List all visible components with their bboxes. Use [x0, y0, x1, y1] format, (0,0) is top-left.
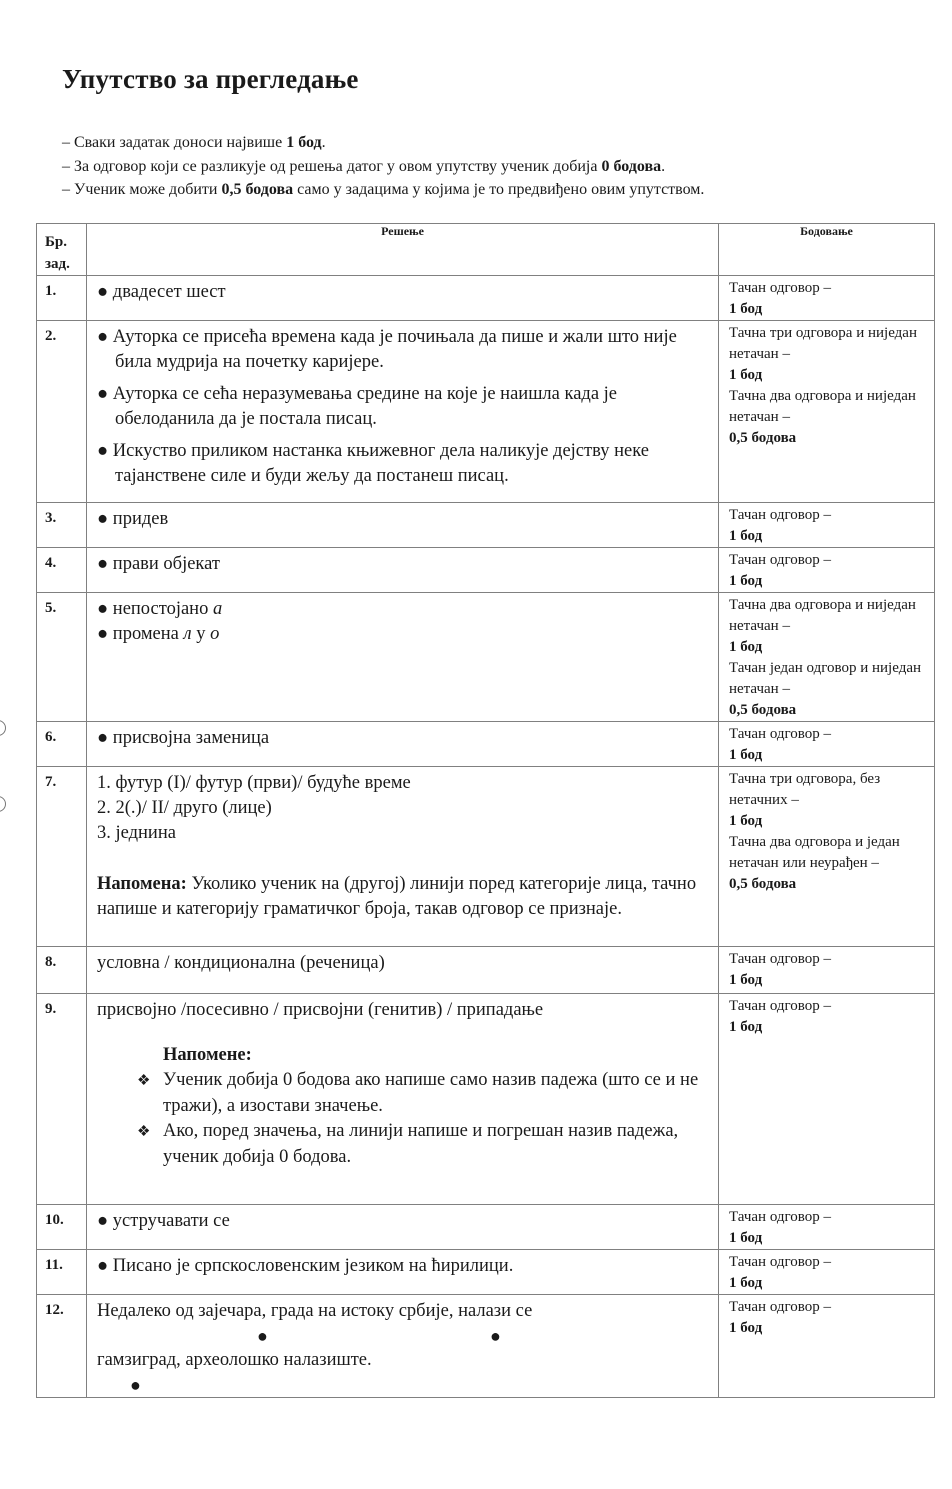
solution-text: 2. 2(.)/ II/ друго (лице): [97, 798, 272, 818]
solution-text: 1. футур (I)/ футур (први)/ будуће време: [97, 773, 411, 793]
rule-item: – Сваки задатак доноси највише 1 бод.: [62, 134, 326, 151]
header-points: Бодовање: [719, 224, 935, 276]
points-cell: [719, 548, 935, 593]
points-cell: [719, 503, 935, 548]
points-text: Тачан одговор –: [729, 1299, 832, 1315]
solution-text: присвојно /посесивно / присвојни (генитив) / припадање: [97, 1000, 544, 1020]
points-cell: [719, 947, 935, 994]
points-value: 1 бод: [729, 1320, 763, 1336]
table-row: [37, 548, 935, 593]
points-value: 1 бод: [729, 367, 763, 383]
diamond-bullet-icon: ❖: [137, 1124, 151, 1140]
solution-cell: [87, 1295, 719, 1398]
points-text: Тачан одговор –: [729, 552, 832, 568]
error-dot-icon: ●: [257, 1326, 268, 1346]
table-row: [37, 722, 935, 767]
diamond-bullet-icon: ❖: [137, 1073, 151, 1089]
solution-text: ● присвојна заменица: [97, 728, 270, 748]
points-value: 1 бод: [729, 972, 763, 988]
points-cell: [719, 276, 935, 321]
table-row: [37, 276, 935, 321]
task-number: 9.: [37, 994, 87, 1205]
points-cell: [719, 321, 935, 503]
points-cell: [719, 994, 935, 1205]
scoring-rules: [62, 131, 704, 202]
points-text: Тачан одговор –: [729, 1209, 832, 1225]
page-title: Упутство за прегледање: [62, 64, 359, 94]
solution-cell: [87, 722, 719, 767]
solution-text: ● придев: [97, 509, 169, 529]
table-row: [37, 503, 935, 548]
points-value: 1 бод: [729, 813, 763, 829]
points-value: 0,5 бодова: [729, 702, 797, 718]
table-row: [37, 1250, 935, 1295]
note-item: ❖ Ако, поред значења, на линији напише и погрешан назив падежа, ученик добија 0 бодова.: [137, 1121, 679, 1167]
error-dot-icon: ●: [130, 1375, 141, 1395]
points-cell: [719, 593, 935, 722]
header-solution: Решење: [87, 224, 719, 276]
points-cell: [719, 1295, 935, 1398]
header-task-number: Бр. зад.: [37, 224, 87, 276]
task-number: 10.: [37, 1205, 87, 1250]
solution-text: 3. једнина: [97, 823, 176, 843]
solution-text: ● Ауторка се присећа времена када је почињала да пише и жали што није била мудрија на почетку каријере.: [97, 327, 677, 372]
table-row: [37, 947, 935, 994]
rule-item: – Ученик може добити 0,5 бодова само у задацима у којима је то предвиђено овим упутством.: [62, 181, 705, 198]
points-value: 0,5 бодова: [729, 430, 797, 446]
rule-item: – За одговор који се разликује од решења датог у овом упутству ученик добија 0 бодова.: [62, 157, 666, 175]
solution-cell: [87, 1250, 719, 1295]
points-value: 1 бод: [729, 573, 763, 589]
table-header-row: [37, 224, 935, 276]
task-number: 1.: [37, 276, 87, 321]
note-text: Напомена: Уколико ученик на (другој) линији поред категорије лица, тачно напише и категорију граматичког броја, такав одговор се признаје.: [97, 874, 697, 919]
points-text: Тачан одговор –: [729, 951, 832, 967]
solution-text: гамзиград, археолошко налазиште.: [97, 1350, 372, 1370]
task-number: 5.: [37, 593, 87, 722]
solution-text: ● Ауторка се сећа неразумевања средине на које је наишла када је обелоданила да је постала писац.: [97, 384, 618, 429]
solution-cell: [87, 767, 719, 947]
points-value: 0,5 бодова: [729, 876, 797, 892]
solution-text: ● непостојано а: [97, 599, 223, 619]
table-row: [37, 593, 935, 722]
margin-punch-hole: [0, 720, 6, 736]
error-dot-icon: ●: [490, 1326, 501, 1346]
points-value: 1 бод: [729, 747, 763, 763]
margin-punch-hole: [0, 796, 6, 812]
points-value: 1 бод: [729, 1019, 763, 1035]
solution-text: ● устручавати се: [97, 1211, 230, 1231]
error-markers: [97, 1324, 710, 1348]
table-row: [37, 1205, 935, 1250]
solution-cell: [87, 994, 719, 1205]
points-cell: [719, 1205, 935, 1250]
points-cell: [719, 1250, 935, 1295]
task-number: 12.: [37, 1295, 87, 1398]
table-row: [37, 767, 935, 947]
task-number: 2.: [37, 321, 87, 503]
points-text: Тачна три одговора и ниједан нетачан –: [729, 325, 917, 362]
table-row: [37, 321, 935, 503]
table-row: [37, 1295, 935, 1398]
solution-cell: [87, 321, 719, 503]
points-value: 1 бод: [729, 301, 763, 317]
solution-text: ● Искуство приликом настанка књижевног дела наликује дејству неке тајанствене силе и буди жељу да постанеш писац.: [97, 441, 649, 486]
answer-key-table: [36, 223, 935, 1398]
points-text: Тачна два одговора и један нетачан или неурађен –: [729, 834, 900, 871]
points-value: 1 бод: [729, 639, 763, 655]
task-number: 8.: [37, 947, 87, 994]
points-value: 1 бод: [729, 528, 763, 544]
solution-cell: [87, 548, 719, 593]
points-cell: [719, 722, 935, 767]
points-value: 1 бод: [729, 1275, 763, 1291]
points-text: Тачан одговор –: [729, 726, 832, 742]
task-number: 3.: [37, 503, 87, 548]
points-text: Тачан одговор –: [729, 280, 832, 296]
error-markers: [97, 1373, 710, 1397]
solution-cell: [87, 503, 719, 548]
solution-cell: [87, 593, 719, 722]
solution-text: ● двадесет шест: [97, 282, 226, 302]
solution-text: условна / кондиционална (реченица): [97, 953, 385, 973]
points-text: Тачан један одговор и ниједан нетачан –: [729, 660, 922, 697]
solution-cell: [87, 1205, 719, 1250]
points-text: Тачан одговор –: [729, 998, 832, 1014]
solution-cell: [87, 947, 719, 994]
points-value: 1 бод: [729, 1230, 763, 1246]
task-number: 4.: [37, 548, 87, 593]
note-item: ❖ Ученик добија 0 бодова ако напише само назив падежа (што се и не тражи), а изостави значење.: [137, 1070, 699, 1116]
points-text: Тачна два одговора и ниједан нетачан –: [729, 388, 916, 425]
solution-text: Недалеко од зајечара, града на истоку србије, налази се: [97, 1301, 533, 1321]
note-heading: Напомене:: [163, 1045, 252, 1065]
points-cell: [719, 767, 935, 947]
table-row: [37, 994, 935, 1205]
task-number: 6.: [37, 722, 87, 767]
solution-text: ● прави објекат: [97, 554, 220, 574]
task-number: 11.: [37, 1250, 87, 1295]
points-text: Тачан одговор –: [729, 507, 832, 523]
solution-text: ● Писано је српскословенским језиком на ћирилици.: [97, 1256, 514, 1276]
points-text: Тачна три одговора, без нетачних –: [729, 771, 881, 808]
solution-cell: [87, 276, 719, 321]
points-text: Тачна два одговора и ниједан нетачан –: [729, 597, 916, 634]
task-number: 7.: [37, 767, 87, 947]
solution-text: ● промена л у о: [97, 624, 220, 644]
points-text: Тачан одговор –: [729, 1254, 832, 1270]
